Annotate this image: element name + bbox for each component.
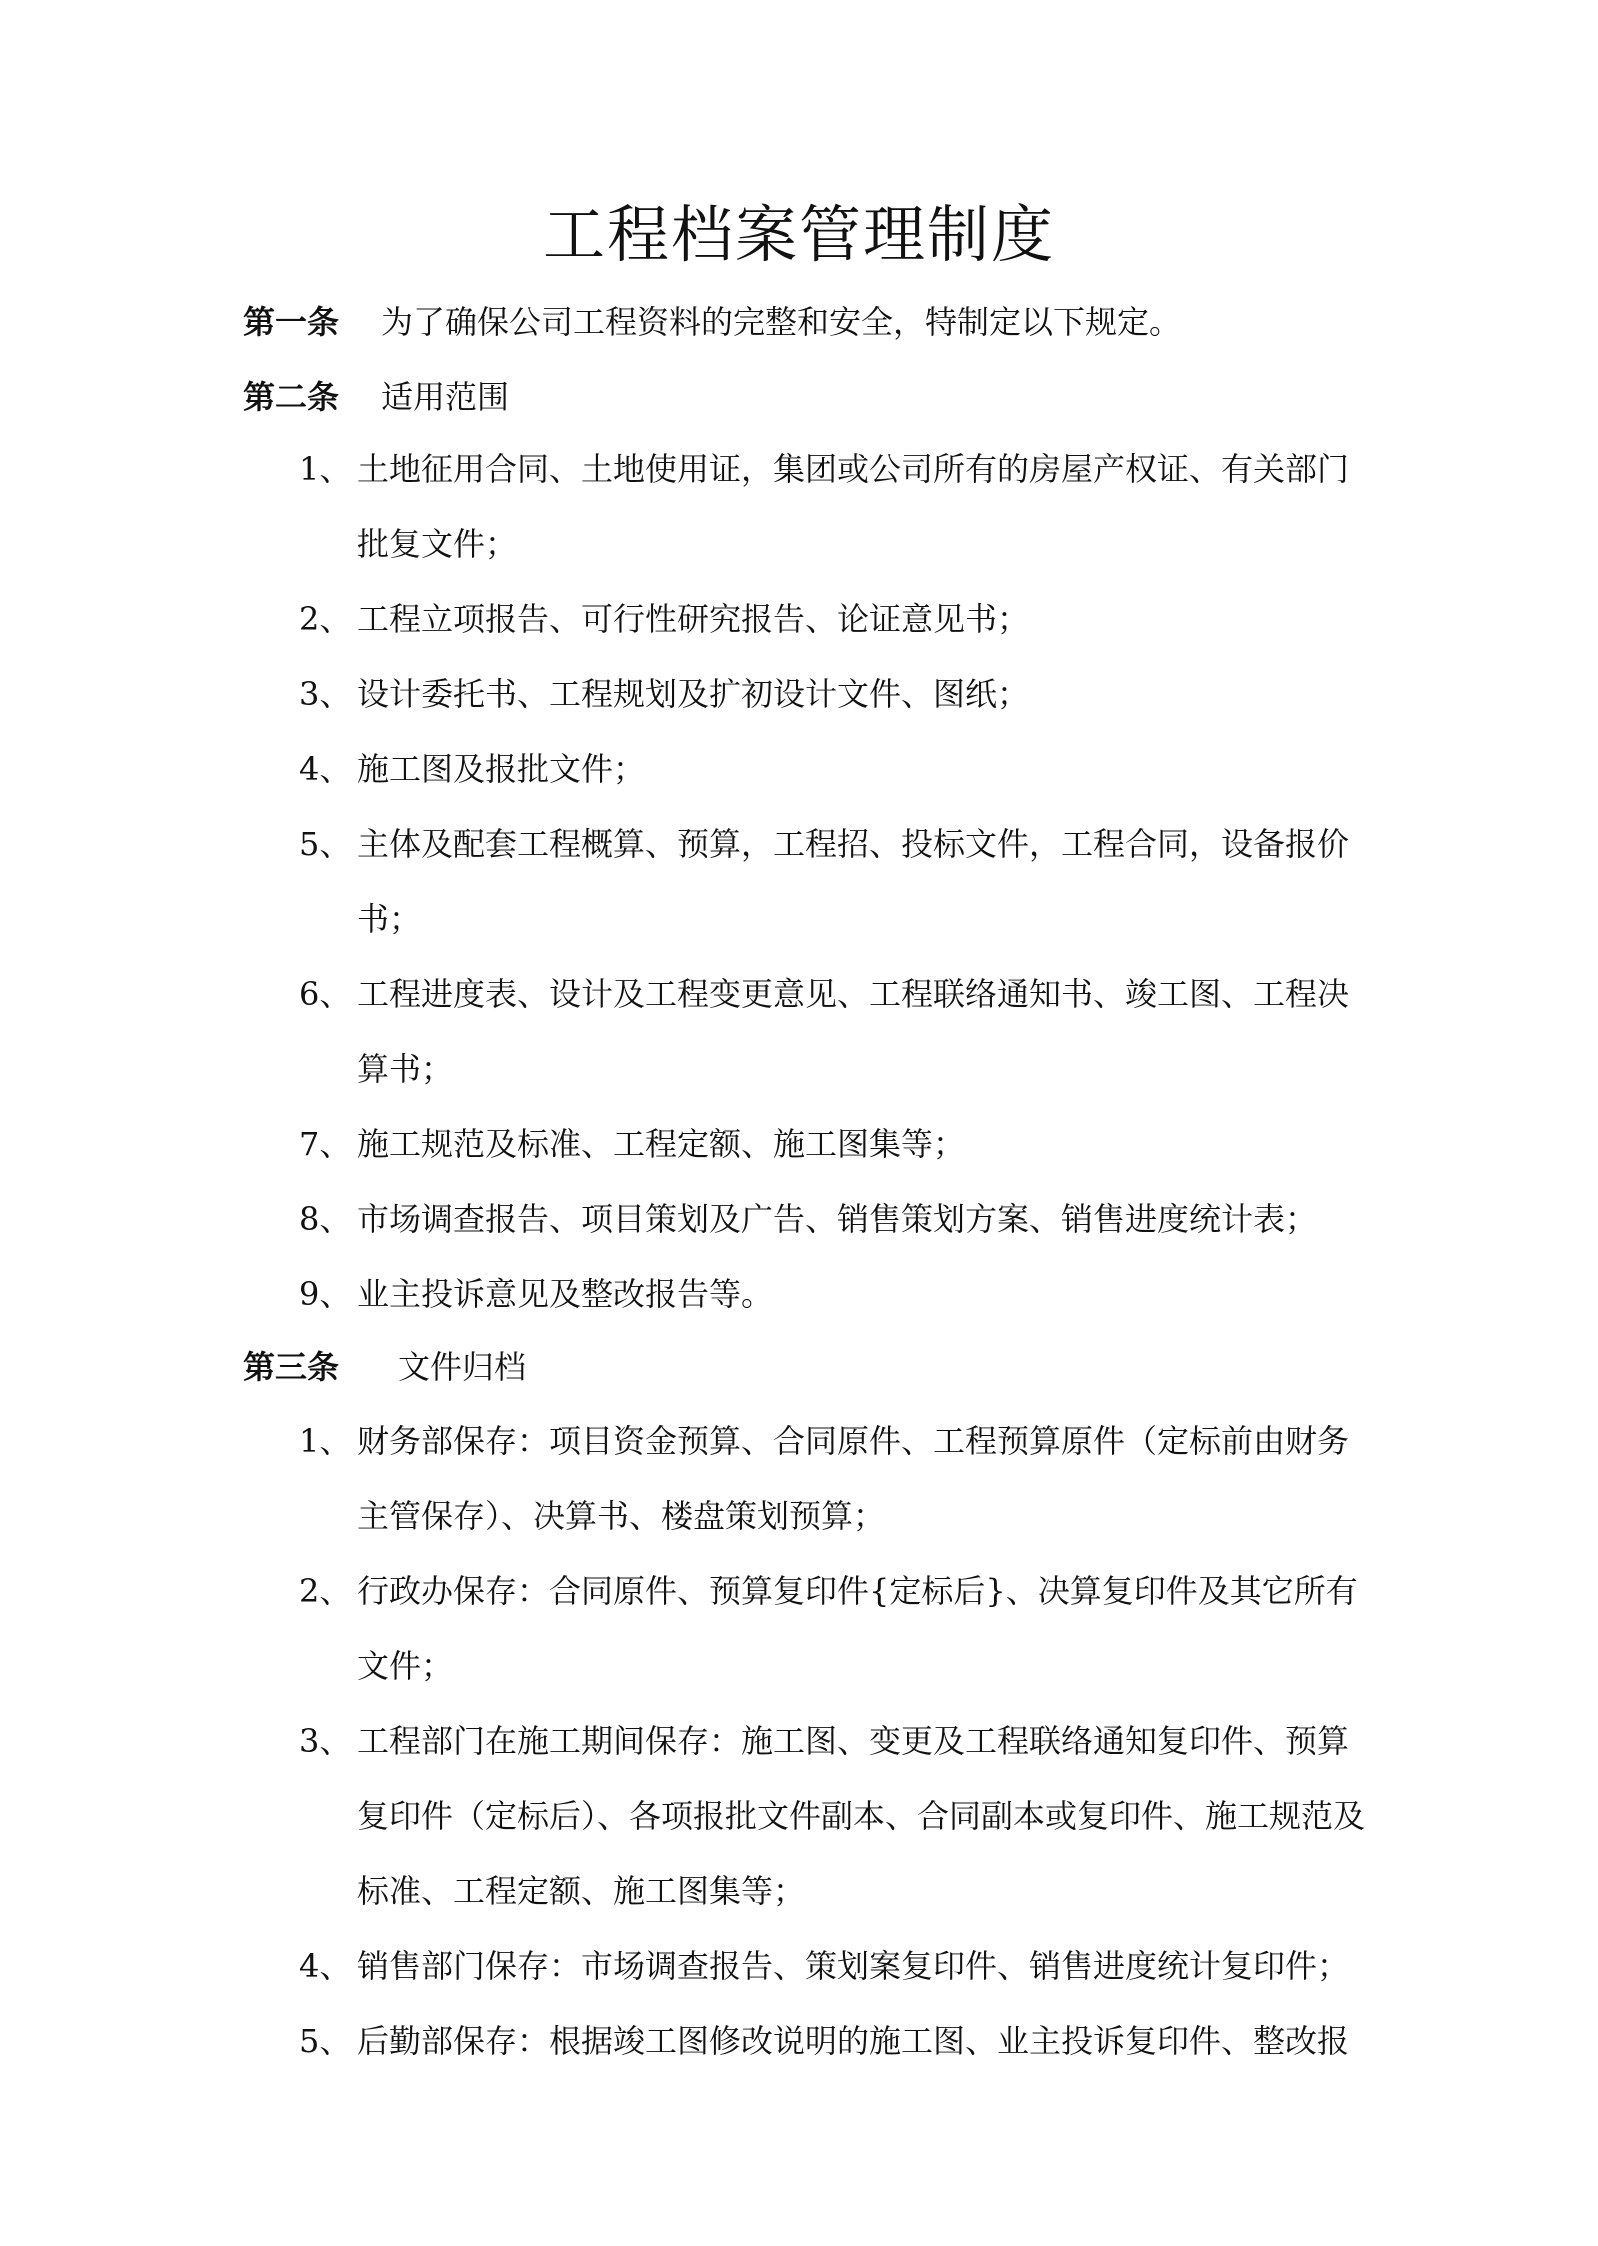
archive-item-4-text: 销售部门保存：市场调查报告、策划案复印件、销售进度统计复印件；	[357, 1947, 1350, 1985]
scope-item-3	[299, 672, 1030, 716]
scope-item-1-number: 1、	[299, 450, 352, 488]
article-2	[243, 375, 509, 419]
scope-item-7-number: 7、	[299, 1125, 352, 1163]
scope-item-5	[299, 822, 1350, 866]
archive-item-1-number: 1、	[299, 1422, 352, 1460]
scope-item-1-continuation: 批复文件；	[357, 525, 518, 563]
archive-item-1-text: 财务部保存：项目资金预算、合同原件、工程预算原件（定标前由财务	[357, 1422, 1350, 1460]
scope-item-9	[299, 1272, 774, 1316]
article-2-text: 适用范围	[381, 378, 510, 416]
scope-item-6-continuation: 算书；	[357, 1050, 454, 1088]
page-title: 工程档案管理制度	[542, 198, 1055, 271]
archive-item-2-number: 2、	[299, 1572, 352, 1610]
scope-item-3-text: 设计委托书、工程规划及扩初设计文件、图纸；	[357, 675, 1030, 713]
scope-item-2-text: 工程立项报告、可行性研究报告、论证意见书；	[357, 600, 1030, 638]
archive-item-2-continuation: 文件；	[357, 1647, 454, 1685]
archive-item-3-text: 工程部门在施工期间保存：施工图、变更及工程联络通知复印件、预算	[357, 1722, 1350, 1760]
scope-item-5-text: 主体及配套工程概算、预算，工程招、投标文件，工程合同，设备报价	[357, 825, 1350, 863]
archive-item-3-continuation-2: 标准、工程定额、施工图集等；	[357, 1872, 806, 1910]
scope-item-1	[299, 447, 1350, 491]
scope-item-2-number: 2、	[299, 600, 352, 638]
scope-item-5-number: 5、	[299, 825, 352, 863]
scope-item-8-text: 市场调查报告、项目策划及广告、销售策划方案、销售进度统计表；	[357, 1200, 1318, 1238]
scope-item-7	[299, 1122, 966, 1166]
archive-item-3-continuation-1: 复印件（定标后）、各项报批文件副本、合同副本或复印件、施工规范及	[357, 1797, 1366, 1835]
article-3-text: 文件归档	[398, 1348, 527, 1386]
article-3-label: 第三条	[243, 1348, 340, 1386]
archive-item-4	[299, 1944, 1350, 1988]
scope-item-5-continuation: 书；	[357, 900, 422, 938]
scope-item-4-number: 4、	[299, 750, 352, 788]
scope-item-1-text: 土地征用合同、土地使用证，集团或公司所有的房屋产权证、有关部门	[357, 450, 1350, 488]
article-1-label: 第一条	[243, 303, 340, 341]
archive-item-1	[299, 1419, 1350, 1463]
scope-item-6-number: 6、	[299, 975, 352, 1013]
archive-item-1-continuation: 主管保存）、决算书、楼盘策划预算；	[357, 1497, 886, 1535]
scope-item-8-number: 8、	[299, 1200, 352, 1238]
scope-item-6	[299, 972, 1350, 1016]
article-3	[243, 1345, 526, 1389]
scope-item-9-number: 9、	[299, 1275, 352, 1313]
archive-item-2-text: 行政办保存：合同原件、预算复印件{定标后}、决算复印件及其它所有	[357, 1572, 1358, 1610]
archive-item-5	[299, 2019, 1350, 2063]
scope-item-4	[299, 747, 646, 791]
scope-item-3-number: 3、	[299, 675, 352, 713]
scope-item-8	[299, 1197, 1318, 1241]
archive-item-5-number: 5、	[299, 2022, 352, 2060]
archive-item-3-number: 3、	[299, 1722, 352, 1760]
archive-item-4-number: 4、	[299, 1947, 352, 1985]
scope-item-2	[299, 597, 1030, 641]
archive-item-2	[299, 1569, 1358, 1613]
article-2-label: 第二条	[243, 378, 340, 416]
scope-item-6-text: 工程进度表、设计及工程变更意见、工程联络通知书、竣工图、工程决	[357, 975, 1350, 1013]
scope-item-9-text: 业主投诉意见及整改报告等。	[357, 1275, 774, 1313]
article-1-text: 为了确保公司工程资料的完整和安全，特制定以下规定。	[381, 303, 1182, 341]
scope-item-7-text: 施工规范及标准、工程定额、施工图集等；	[357, 1125, 966, 1163]
archive-item-5-text: 后勤部保存：根据竣工图修改说明的施工图、业主投诉复印件、整改报	[357, 2022, 1350, 2060]
archive-item-3	[299, 1719, 1350, 1763]
scope-item-4-text: 施工图及报批文件；	[357, 750, 646, 788]
article-1	[243, 300, 1181, 344]
